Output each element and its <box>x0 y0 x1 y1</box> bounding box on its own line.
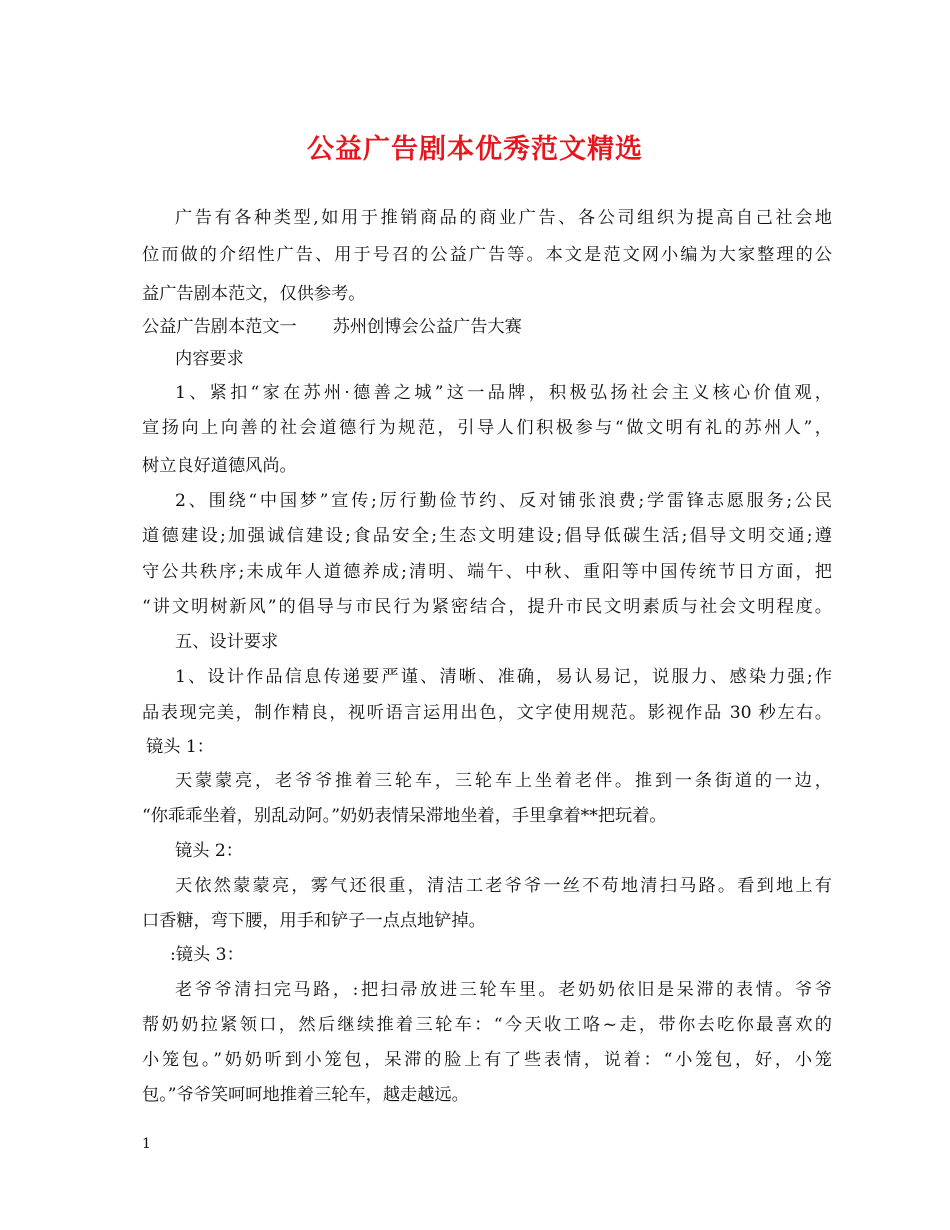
paragraph-line: 帮奶奶拉紧领口，然后继续推着三轮车：“今天收工咯~走，带你去吃你最喜欢的 <box>142 1015 832 1035</box>
paragraph-line: 口香糖，弯下腰，用手和铲子一点点地铲掉。 <box>142 911 486 931</box>
paragraph-line: “讲文明树新风”的倡导与市民行为紧密结合，提升市民文明素质与社会文明程度。 <box>142 597 832 617</box>
paragraph-line: 天蒙蒙亮，老爷爷推着三轮车，三轮车上坐着老伴。推到一条街道的一边， <box>175 771 832 791</box>
paragraph-line: 老爷爷清扫完马路，:把扫帚放进三轮车里。老奶奶依旧是呆滞的表情。爷爷 <box>175 980 832 1000</box>
page-number: 1 <box>142 1136 151 1152</box>
paragraph-line: 1、设计作品信息传递要严谨、清晰、准确，易认易记，说服力、感染力强;作 <box>175 667 832 687</box>
section-heading <box>142 313 832 341</box>
paragraph-line: 小笼包。”奶奶听到小笼包，呆滞的脸上有了些表情，说着：“小笼包，好，小笼 <box>142 1050 832 1070</box>
paragraph-line: 益广告剧本范文，仅供参考。 <box>142 284 366 304</box>
shot-heading: :镜头 3： <box>170 945 244 965</box>
paragraph-line: 包。”爷爷笑呵呵地推着三轮车，越走越远。 <box>142 1085 469 1105</box>
contest-name: 苏州创博会公益广告大赛 <box>332 317 522 337</box>
paragraph-line: 宣扬向上向善的社会道德行为规范，引导人们积极参与“做文明有礼的苏州人”， <box>142 418 832 438</box>
paragraph-line: 道德建设;加强诚信建设;食品安全;生态文明建设;倡导低碳生活;倡导文明交通;遵 <box>142 526 832 546</box>
paragraph-line: 树立良好道德风尚。 <box>142 456 297 476</box>
shot-heading: 镜头 1： <box>146 737 214 757</box>
page-title: 公益广告剧本优秀范文精选 <box>307 134 643 165</box>
paragraph-line: 品表现完美，制作精良，视听语言运用出色，文字使用规范。影视作品 30 秒左右。 <box>142 703 832 723</box>
paragraph-line: 天依然蒙蒙亮，雾气还很重，清洁工老爷爷一丝不苟地清扫马路。看到地上有 <box>175 876 832 896</box>
paragraph-line: “你乖乖坐着，别乱动阿。”奶奶表情呆滞地坐着，手里拿着**把玩着。 <box>142 806 667 826</box>
shot-heading: 镜头 2： <box>175 841 243 861</box>
paragraph-line: 2、围绕“中国梦”宣传;厉行勤俭节约、反对铺张浪费;学雷锋志愿服务;公民 <box>175 491 832 511</box>
paragraph-line: 位而做的介绍性广告、用于号召的公益广告等。本文是范文网小编为大家整理的公 <box>142 245 832 265</box>
sample-label: 公益广告剧本范文一 <box>142 317 297 337</box>
paragraph-line: 内容要求 <box>175 349 244 369</box>
paragraph-line: 五、设计要求 <box>175 632 279 652</box>
paragraph-line: 守公共秩序;未成年人道德养成;清明、端午、中秋、重阳等中国传统节日方面，把 <box>142 562 832 582</box>
paragraph-line: 广告有各种类型,如用于推销商品的商业广告、各公司组织为提高自己社会地 <box>175 208 832 228</box>
paragraph-line: 1、紧扣“家在苏州·德善之城”这一品牌，积极弘扬社会主义核心价值观， <box>175 383 832 403</box>
